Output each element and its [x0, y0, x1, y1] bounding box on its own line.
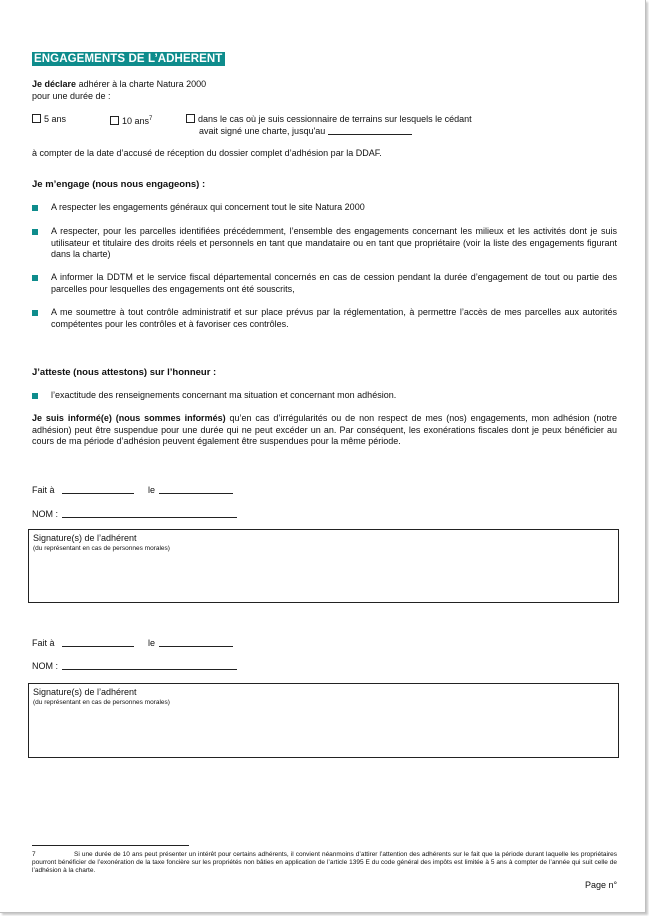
nom-label: NOM : [32, 509, 58, 519]
acompter-text: à compter de la date d’accusé de réception du dossier complet d’adhésion par la DDAF. [32, 148, 382, 158]
engage-item-4: A me soumettre à tout contrôle administratif et sur place prévus par la réglementation, à permettre l’accès de mes parcelles aux autorités compétentes pour les contrôles et à favoriser ces contrôles. [51, 307, 617, 329]
declare-bold: Je déclare [32, 79, 77, 89]
informe-paragraph [32, 413, 617, 448]
cessionnaire-date-field[interactable] [328, 134, 412, 135]
option-5-years-label: 5 ans [44, 114, 67, 124]
option-5-years[interactable] [32, 114, 66, 126]
signature-subtitle: (du représentant en cas de personnes morales) [33, 545, 170, 552]
declare-line [32, 79, 206, 91]
signature-title: Signature(s) de l’adhérent [33, 687, 137, 697]
le-label: le [148, 485, 156, 495]
option-cessionnaire-label: dans le cas où je suis cessionnaire de terrains sur lesquels le cédant [198, 114, 472, 124]
footnote-ref: 7 [149, 116, 153, 122]
checkbox-cessionnaire[interactable] [186, 114, 195, 123]
page-number: Page n° [585, 880, 618, 890]
fait-a-field[interactable] [62, 493, 134, 494]
engage-item-3: A informer la DDTM et le service fiscal départemental concernés en cas de cession pendant la durée d’engagement de tout ou partie des parcelles pour lesquelles des engagements ont été souscrits, [51, 272, 617, 294]
engage-item-2: A respecter, pour les parcelles identifiées précédemment, l’ensemble des engagements concernant les milieux et les activités dont je suis utilisateur et titulaire des droits réels et personnels en tant que mandataire ou en tant que propriétaire (voir la liste des engagements figurant dans la charte) [51, 226, 617, 260]
date-field[interactable] [159, 646, 233, 647]
checkbox-5-years[interactable] [32, 114, 41, 123]
footnote-separator [32, 845, 189, 846]
option-10-years-label: 10 ans [122, 116, 150, 126]
signature-subtitle: (du représentant en cas de personnes morales) [33, 699, 170, 706]
signature-box[interactable] [28, 529, 619, 603]
atteste-heading: J’atteste (nous attestons) sur l’honneur : [32, 367, 217, 378]
engage-item-1: A respecter les engagements généraux qui concernent tout le site Natura 2000 [51, 202, 365, 212]
date-field[interactable] [159, 493, 233, 494]
le-label: le [148, 638, 156, 648]
bullet-icon [32, 205, 38, 211]
option-cessionnaire[interactable] [186, 114, 472, 126]
section-title: ENGAGEMENTS DE L’ADHERENT [32, 52, 225, 66]
engage-heading: Je m’engage (nous nous engageons) : [32, 179, 206, 190]
fait-a-field[interactable] [62, 646, 134, 647]
informe-bold: Je suis informé(e) (nous sommes informés) [32, 413, 226, 423]
nom-field[interactable] [62, 517, 237, 518]
atteste-item: l’exactitude des renseignements concernant ma situation et concernant mon adhésion. [51, 390, 397, 400]
footnote-text: Si une durée de 10 ans peut présenter un intérêt pour certains adhérents, il convient néanmoins d’attirer l’attention des adhérents sur le fait que la période durant laquelle les propriétaires pourront bénéficier de l’exonération de la taxe foncière sur les propriétés non bâties en application de l’article 1395 E du code général des impôts est limitée à 5 ans à compter de l’année qui suit celle de l’adhésion à la charte. [32, 851, 617, 875]
signature-title: Signature(s) de l’adhérent [33, 533, 137, 543]
nom-label: NOM : [32, 661, 58, 671]
informe-rest: qu’en cas d’irrégularités ou de non respect de mes (nos) engagements, mon adhésion (notre adhésion) peut être suspendue pour une durée qui ne peut excéder un an. Par conséquent, les exonérations fiscales dont je peux bénéficier au cours de ma période d’adhésion peuvent également être suspendues pour la même période. [32, 413, 617, 447]
bullet-icon [32, 310, 38, 316]
nom-field[interactable] [62, 669, 237, 670]
bullet-icon [32, 229, 38, 235]
checkbox-10-years[interactable] [110, 116, 119, 125]
fait-a-label: Fait à [32, 638, 55, 648]
declare-rest: adhérer à la charte Natura 2000 [78, 79, 207, 89]
bullet-icon [32, 275, 38, 281]
signature-box[interactable] [28, 683, 619, 758]
cessionnaire-date-label: avait signé une charte, jusqu'au [199, 126, 326, 136]
option-10-years[interactable] [110, 114, 152, 128]
duration-label: pour une durée de : [32, 91, 111, 101]
fait-a-label: Fait à [32, 485, 55, 495]
bullet-icon [32, 393, 38, 399]
footnote-number: 7 [32, 851, 36, 858]
